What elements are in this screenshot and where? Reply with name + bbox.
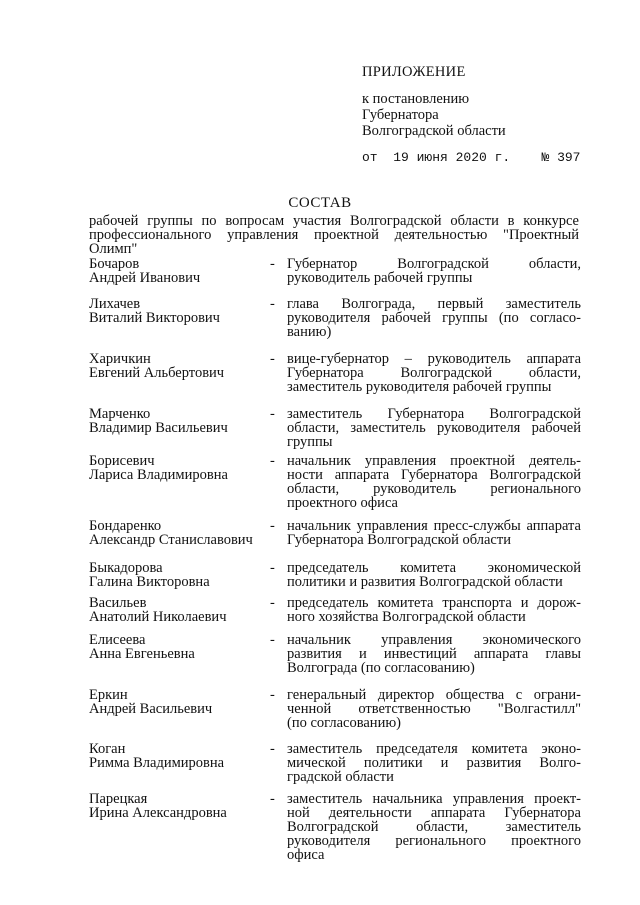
member-name [89, 561, 269, 589]
subtitle-line: рабочей группы по вопросам участия Волгоградской области в конкурсе [89, 213, 579, 229]
member-surname: Еркин [89, 687, 128, 703]
member-dash: - [270, 518, 275, 534]
member-role-line: ного хозяйства Волгоградской области [287, 609, 526, 625]
appendix-dateline [362, 150, 580, 166]
member-given-name: Владимир Васильевич [89, 420, 228, 436]
member-role-line: офиса [287, 847, 325, 863]
member-name [89, 633, 269, 661]
member-role [287, 454, 581, 510]
document-title: СОСТАВ [288, 195, 352, 211]
member-role-line: Губернатора Волгоградской области [287, 532, 511, 548]
member-role-line: заместитель председателя комитета эконо- [287, 741, 581, 757]
member-role-line: начальник управления экономического [287, 632, 581, 648]
member-role-line: проектного офиса [287, 495, 398, 511]
appendix-line: Волгоградской области [362, 123, 506, 139]
member-role-line: председатель комитета транспорта и дорож- [287, 595, 581, 611]
member-given-name: Ирина Александровна [89, 805, 227, 821]
member-role-line: ченной ответственностью "Волгастилл" [287, 701, 581, 717]
member-dash: - [270, 791, 275, 807]
member-dash: - [270, 453, 275, 469]
member-surname: Васильев [89, 595, 147, 611]
member-given-name: Александр Станиславович [89, 532, 253, 548]
member-name [89, 519, 269, 547]
appendix-line: Губернатора [362, 107, 439, 123]
member-role-line: ванию) [287, 324, 332, 340]
member-role [287, 688, 581, 730]
member-given-name: Анатолий Николаевич [89, 609, 227, 625]
member-given-name: Андрей Иванович [89, 270, 201, 286]
member-name [89, 742, 269, 770]
member-role-line: развития и инвестиций аппарата главы [287, 646, 581, 662]
member-role-line: заместитель руководителя рабочей группы [287, 379, 552, 395]
member-role-line: глава Волгограда, первый заместитель [287, 296, 581, 312]
decree-number: № 397 [541, 150, 581, 165]
member-role [287, 407, 581, 449]
member-surname: Харичкин [89, 351, 151, 367]
member-surname: Быкадорова [89, 560, 163, 576]
member-dash: - [270, 256, 275, 272]
member-given-name: Галина Викторовна [89, 574, 210, 590]
member-dash: - [270, 687, 275, 703]
member-given-name: Анна Евгеньевна [89, 646, 195, 662]
member-surname: Бондаренко [89, 518, 162, 534]
member-role [287, 561, 581, 589]
member-role-line: вице-губернатор – руководитель аппарата [287, 351, 581, 367]
member-role-line: начальник управления пресс-службы аппарата [287, 518, 581, 534]
member-role-line: генеральный директор общества с ограни- [287, 687, 581, 703]
member-name [89, 297, 269, 325]
member-name [89, 596, 269, 624]
member-role-line: ности аппарата Губернатора Волгоградской [287, 467, 581, 483]
subtitle-line: профессионального управления проектной деятельностью "Проектный Олимп" [89, 227, 579, 257]
member-role-line: руководителя рабочей группы (по согласо- [287, 310, 581, 326]
member-surname: Коган [89, 741, 126, 757]
member-dash: - [270, 296, 275, 312]
member-role-line: заместитель Губернатора Волгоградской [287, 406, 581, 422]
member-role [287, 742, 581, 784]
member-role-line: Волгограда (по согласованию) [287, 660, 475, 676]
member-role-line: Губернатор Волгоградской области, [287, 256, 581, 272]
date-prefix: от [362, 150, 378, 165]
decree-date: 19 июня 2020 г. [393, 150, 511, 165]
member-role-line: руководителя регионального проектного [287, 833, 581, 849]
appendix-heading: ПРИЛОЖЕНИЕ [362, 64, 466, 80]
member-role-line: председатель комитета экономической [287, 560, 581, 576]
member-role [287, 352, 581, 394]
member-dash: - [270, 406, 275, 422]
member-name [89, 407, 269, 435]
member-role-line: Волгоградской области, заместитель [287, 819, 581, 835]
member-role [287, 596, 581, 624]
member-role-line: политики и развития Волгоградской области [287, 574, 563, 590]
member-role-line: области, руководитель регионального [287, 481, 581, 497]
member-role-line: ной деятельности аппарата Губернатора [287, 805, 581, 821]
member-name [89, 792, 269, 820]
member-name [89, 688, 269, 716]
member-surname: Бочаров [89, 256, 140, 272]
member-name [89, 352, 269, 380]
member-role-line: мической политики и развития Волго- [287, 755, 581, 771]
member-role [287, 257, 581, 285]
member-dash: - [270, 595, 275, 611]
member-given-name: Евгений Альбертович [89, 365, 225, 381]
appendix-block [362, 64, 580, 166]
member-name [89, 257, 269, 285]
member-surname: Борисевич [89, 453, 155, 469]
member-role-line: (по согласованию) [287, 715, 401, 731]
member-dash: - [270, 741, 275, 757]
member-given-name: Виталий Викторович [89, 310, 220, 326]
member-role-line: области, заместитель руководителя рабочей [287, 420, 581, 436]
member-role [287, 792, 581, 862]
member-surname: Марченко [89, 406, 151, 422]
document-subtitle [89, 214, 579, 256]
member-given-name: Андрей Васильевич [89, 701, 213, 717]
member-dash: - [270, 351, 275, 367]
member-given-name: Римма Владимировна [89, 755, 225, 771]
member-dash: - [270, 560, 275, 576]
member-surname: Елисеева [89, 632, 146, 648]
member-role [287, 297, 581, 339]
member-role-line: группы [287, 434, 333, 450]
member-role-line: Губернатора Волгоградской области, [287, 365, 581, 381]
member-given-name: Лариса Владимировна [89, 467, 228, 483]
appendix-line: к постановлению [362, 91, 470, 107]
member-role-line: начальник управления проектной деятель- [287, 453, 581, 469]
member-name [89, 454, 269, 482]
member-role-line: градской области [287, 769, 394, 785]
member-role [287, 519, 581, 547]
member-surname: Лихачев [89, 296, 141, 312]
member-dash: - [270, 632, 275, 648]
member-surname: Парецкая [89, 791, 148, 807]
member-role-line: заместитель начальника управления проект- [287, 791, 581, 807]
member-role [287, 633, 581, 675]
member-role-line: руководитель рабочей группы [287, 270, 473, 286]
